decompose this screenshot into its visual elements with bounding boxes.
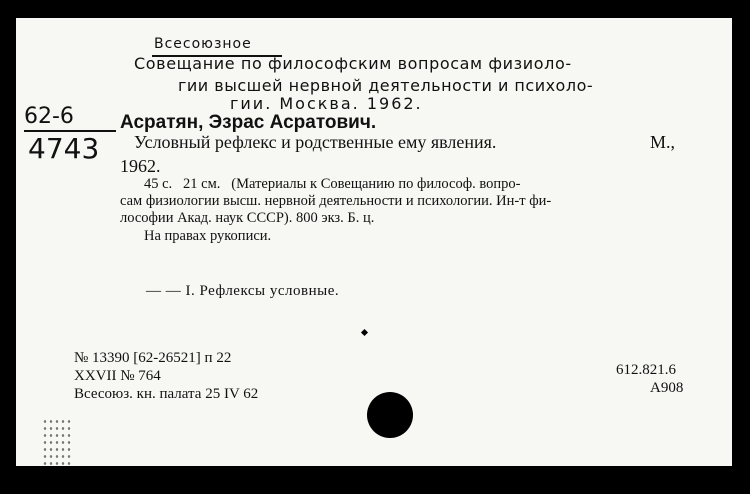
margin-specks bbox=[42, 418, 72, 468]
punch-hole bbox=[367, 392, 413, 438]
author-mark: А908 bbox=[650, 380, 684, 396]
handwritten-line-3: гии. Москва. 1962. bbox=[230, 94, 423, 113]
classification-number: 612.821.6 bbox=[616, 362, 676, 378]
collation-line-1: 45 с. 21 см. (Материалы к Совещанию по философ. вопро- bbox=[144, 176, 521, 192]
footer-number-line: № 13390 [62-26521] п 22 bbox=[74, 350, 232, 366]
handwritten-top-insert: Всесоюзное bbox=[154, 36, 252, 52]
place: М., bbox=[650, 132, 676, 152]
subject-heading: — — I. Рефлексы условные. bbox=[146, 283, 340, 299]
ink-mark bbox=[361, 329, 368, 336]
author-heading: Асратян, Эзрас Асратович. bbox=[120, 112, 377, 133]
scan-border bbox=[0, 466, 750, 494]
footer-series-line: XXVII № 764 bbox=[74, 368, 161, 384]
shelf-mark-1: 62-6 bbox=[24, 104, 74, 129]
collation-line-3: лософии Акад. наук СССР). 800 экз. Б. ц. bbox=[120, 210, 375, 226]
note: На правах рукописи. bbox=[144, 228, 272, 244]
catalog-card bbox=[16, 18, 732, 466]
collation-line-2: сам физиологии высш. нервной деятельности и психологии. Ин-т фи- bbox=[120, 193, 552, 209]
handwritten-line-2: гии высшей нервной деятельности и психоло- bbox=[178, 76, 594, 95]
footer-chamber-line: Всесоюз. кн. палата 25 IV 62 bbox=[74, 386, 259, 402]
handwritten-line-1: Совещание по философским вопросам физиоло- bbox=[134, 54, 572, 73]
shelf-mark-2: 4743 bbox=[28, 132, 100, 165]
year: 1962. bbox=[120, 156, 161, 176]
title: Условный рефлекс и родственные ему явления. bbox=[134, 132, 497, 152]
